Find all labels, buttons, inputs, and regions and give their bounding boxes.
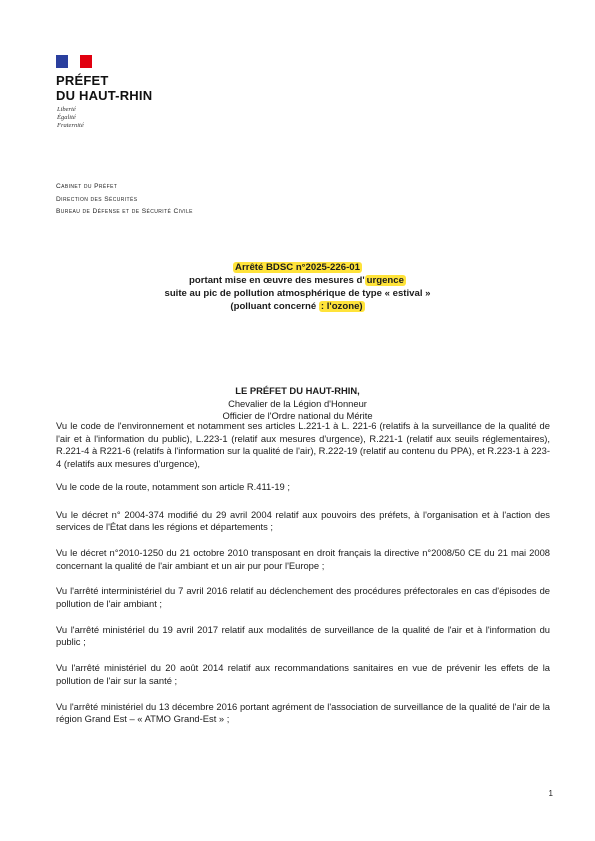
prefect-block (0, 385, 595, 423)
visa-paragraph: Vu le code de l'environnement et notamment ses articles L.221-1 à L. 221-6 (relatifs à la surveillance de la qualité de l'air et à l'information du public), L.223-1 (relatif aux mesures d'urgence), R.221-1 (relatif aux seuils réglementaires), R.221-4 à R221-6 (relatifs à l'information sur la qualité de l'air), R.222-19 (relatif au contenu du PPA), et R.223-1 à 223-4 (relatifs aux mesures d'urgence), (56, 420, 550, 470)
visa-paragraph: Vu l'arrêté ministériel du 20 août 2014 relatif aux recommandations sanitaires en vue de prévenir les effets de la pollution de l'air sur la santé ; (56, 662, 550, 686)
title-line-2b: urgence (366, 275, 404, 286)
title-line-4b: : l'ozone) (320, 301, 363, 312)
title-line-2a: portant mise en œuvre des mesures d' (189, 275, 365, 286)
motto-liberte: Liberté (57, 106, 76, 113)
service-cabinet: Cabinet du Préfet (56, 183, 118, 190)
title-line-3: suite au pic de pollution atmosphérique de type « estival » (164, 288, 431, 299)
title-line-4a: (polluant concerné (230, 301, 319, 312)
marianne-flag-icon (56, 55, 92, 68)
motto-egalite: Égalité (57, 114, 76, 121)
prefect-name: LE PRÉFET DU HAUT-RHIN, (235, 385, 360, 396)
republic-motto (57, 106, 84, 130)
service-direction: Direction des Sécurités (56, 195, 138, 203)
visa-paragraph: Vu le code de la route, notamment son article R.411-19 ; (56, 480, 290, 492)
prefet-line-1: PRÉFET (56, 73, 109, 88)
page-number: 1 (548, 789, 553, 798)
motto-fraternite: Fraternité (57, 122, 84, 129)
decree-number: Arrêté BDSC n°2025-226-01 (235, 262, 360, 273)
service-bureau: Bureau de Défense et de Sécurité Civile (56, 208, 193, 215)
prefet-line-2: DU HAUT-RHIN (56, 88, 153, 103)
visa-paragraph: Vu l'arrêté ministériel du 13 décembre 2016 portant agrément de l'association de surveillance de la qualité de l'air de la région Grand Est – « ATMO Grand-Est » ; (56, 700, 550, 725)
visa-paragraph: Vu l'arrêté interministériel du 7 avril 2016 relatif au déclenchement des procédures préfectorales en cas d'épisodes de pollution de l'air ambiant ; (56, 585, 550, 610)
visa-paragraph: Vu l'arrêté ministériel du 19 avril 2017 relatif aux modalités de surveillance de la qualité de l'air et à l'information du public ; (56, 623, 550, 648)
prefecture-logo-text (56, 73, 152, 103)
visa-paragraph: Vu le décret n° 2004-374 modifié du 29 avril 2004 relatif aux pouvoirs des préfets, à l'organisation et à l'action des services de l'État dans les régions et départements ; (56, 508, 550, 533)
prefect-title-1: Chevalier de la Légion d'Honneur (228, 397, 367, 409)
prefect-title-2: Officier de l'Ordre national du Mérite (222, 410, 373, 421)
issuing-services (56, 181, 193, 219)
decree-title (0, 261, 595, 313)
visas-body (56, 420, 550, 726)
visa-paragraph: Vu le décret n°2010-1250 du 21 octobre 2010 transposant en droit français la directive n°2008/50 CE du 21 mai 2008 concernant la qualité de l'air ambiant et un air pur pour l'Europe ; (56, 546, 550, 571)
